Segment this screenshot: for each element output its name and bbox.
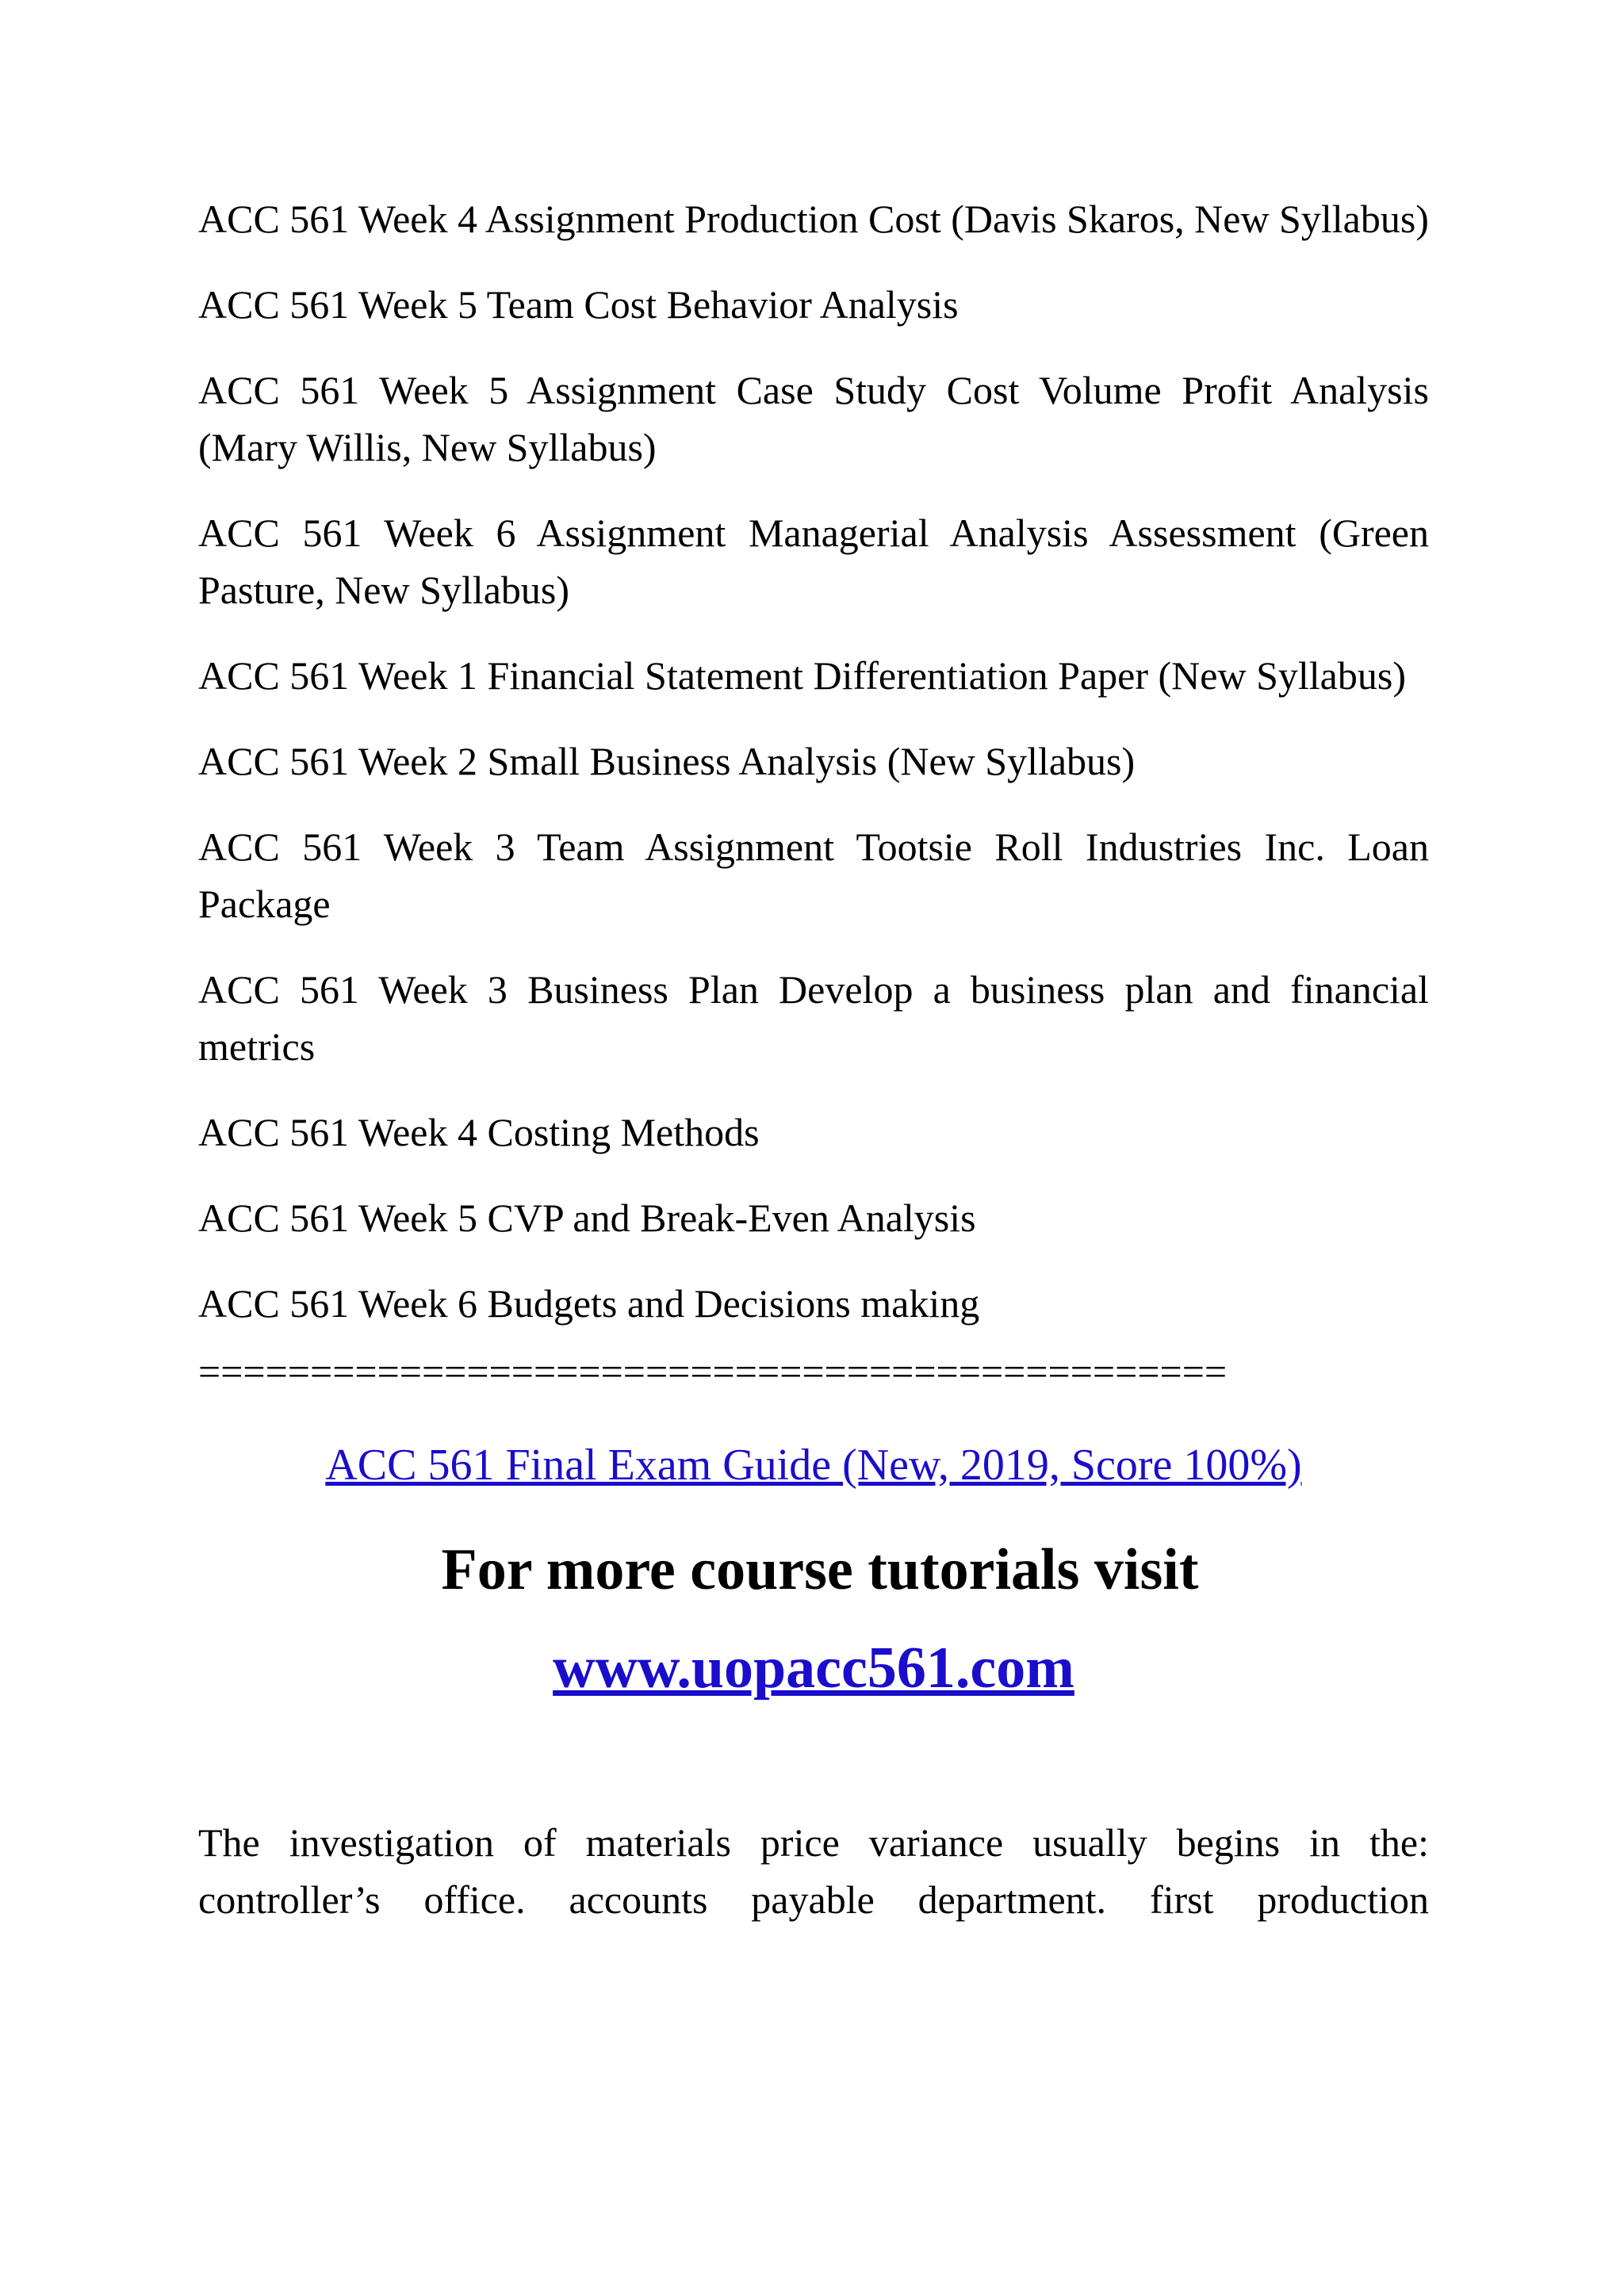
website-link[interactable]: www.uopacc561.com (553, 1636, 1074, 1701)
more-tutorials-text: For more course tutorials visit (441, 1537, 1199, 1602)
list-item: ACC 561 Week 6 Budgets and Decisions making (198, 1281, 980, 1326)
list-item: ACC 561 Week 2 Small Business Analysis (New Syllabus) (198, 739, 1136, 783)
list-item: ACC 561 Week 6 Assignment Managerial Analysis Assessment (Green Pasture, New Syllabus) (198, 511, 1429, 612)
question-paragraph: The investigation of materials price variance usually begins in the: controller’s office. accounts payable department. first production (198, 1820, 1429, 1922)
final-exam-guide-link[interactable]: ACC 561 Final Exam Guide (New, 2019, Score 100%) (325, 1441, 1302, 1490)
list-item: ACC 561 Week 4 Costing Methods (198, 1110, 760, 1154)
list-item: ACC 561 Week 3 Business Plan Develop a business plan and financial metrics (198, 967, 1429, 1069)
document-content (198, 190, 1429, 1928)
list-item: ACC 561 Week 3 Team Assignment Tootsie Roll Industries Inc. Loan Package (198, 825, 1429, 926)
separator-line: ============================================== (198, 1349, 1228, 1394)
list-item: ACC 561 Week 5 Team Cost Behavior Analysis (198, 282, 959, 327)
list-item: ACC 561 Week 1 Financial Statement Differentiation Paper (New Syllabus) (198, 653, 1406, 698)
list-item: ACC 561 Week 4 Assignment Production Cost (Davis Skaros, New Syllabus) (198, 197, 1429, 241)
list-item: ACC 561 Week 5 Assignment Case Study Cost Volume Profit Analysis (Mary Willis, New Syllabus) (198, 368, 1429, 469)
list-item: ACC 561 Week 5 CVP and Break-Even Analysis (198, 1196, 976, 1240)
more-tutorials-heading (198, 1532, 1429, 1608)
